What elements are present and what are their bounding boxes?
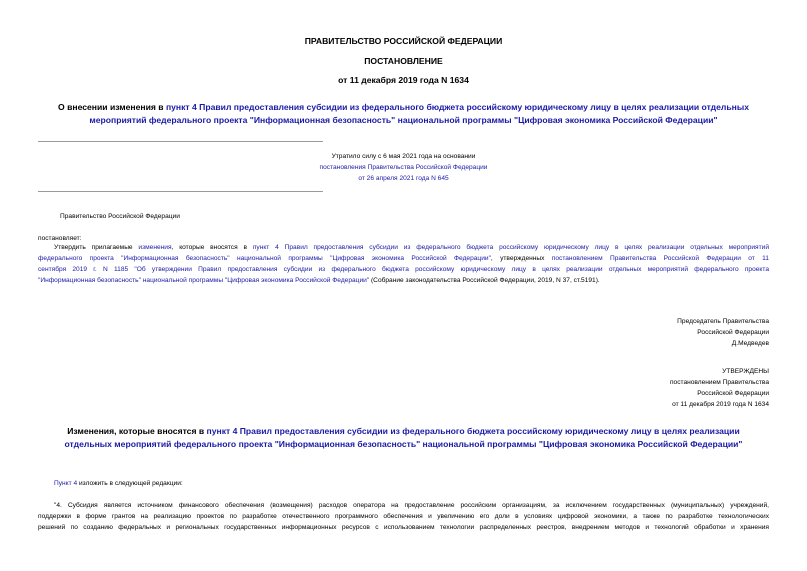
resolution-paragraph	[38, 242, 769, 286]
text-collection: (Собрание законодательства Российской Федерации, 2019, N 37, ст.5191).	[369, 277, 600, 284]
document-title	[0, 101, 807, 126]
document-type: ПОСТАНОВЛЕНИЕ	[364, 56, 443, 66]
body-government: Правительство Российской Федерации	[60, 213, 180, 220]
status-note-line1: Утратило силу с 6 мая 2021 года на основании	[331, 153, 476, 160]
approved-line1: постановлением Правительства	[669, 379, 769, 386]
divider-top	[38, 141, 323, 142]
government-heading: ПРАВИТЕЛЬСТВО РОССИЙСКОЙ ФЕДЕРАЦИИ	[304, 36, 503, 46]
link-program[interactable]: "Информационная безопасность" национальной программы "Цифровая экономика Российской Федерации"	[38, 277, 370, 284]
status-note-link-decree[interactable]: постановления Правительства Российской Федерации	[319, 164, 488, 171]
approved-line3: от 11 декабря 2019 года N 1634	[672, 401, 769, 408]
link-rules-point4[interactable]: пункт 4 Правил предоставления субсидии из федерального бюджета российскому юридическому лицу в целях реализации отдельных мероприятий	[252, 244, 770, 251]
signature-position: Председатель Правительства	[677, 318, 769, 325]
text-approved-by: , утвержденных	[490, 255, 552, 262]
paragraph-line-4	[38, 275, 769, 286]
document-date-number: от 11 декабря 2019 года N 1634	[338, 75, 469, 85]
changes-title-prefix: Изменения, которые вносятся в	[67, 426, 207, 436]
changes-title	[0, 425, 807, 450]
status-note	[0, 151, 807, 184]
changes-title-link[interactable]: пункт 4 Правил предоставления субсидии из федерального бюджета российскому юридическому лицу в целях реализации	[206, 426, 740, 436]
link-point4[interactable]: Пункт 4	[54, 480, 78, 487]
link-federal-project[interactable]: федерального проекта "Информационная безопасность" национальной программы "Цифровая экономика Российской Федерации"	[38, 255, 491, 262]
signature-organization: Российской Федерации	[697, 329, 769, 336]
status-note-link-date[interactable]: от 26 апреля 2021 года N 645	[358, 175, 449, 182]
signature-name: Д.Медведев	[731, 340, 769, 347]
point4-line-3: решений по созданию федеральных и региональных государственных информационных ресурсов с использованием технологии распределенных реестров, внедрением методов и технологий обработки и хранения	[38, 524, 769, 531]
link-decree-1185[interactable]: постановлением Правительства Российской Федерации от 11	[551, 255, 769, 262]
link-changes[interactable]: изменения	[138, 244, 172, 251]
point4-line-2: поддержки в форме грантов на реализацию проектов по разработке отечественного программного обеспечения и увеличению его доли в условиях цифровой экономики, а также по разработке технологических	[38, 513, 769, 520]
approved-line2: Российской Федерации	[697, 390, 769, 397]
changes-title-link-line2[interactable]: отдельных мероприятий федерального проекта "Информационная безопасность" национальной программы "Цифровая экономика Российской Федерации"	[64, 438, 743, 449]
paragraph-line-2	[38, 253, 769, 264]
divider-bottom	[38, 191, 323, 192]
approved-block	[670, 366, 769, 410]
title-link-rules[interactable]: пункт 4 Правил предоставления субсидии из федерального бюджета российскому юридическому лицу в целях реализации отдельных	[165, 102, 749, 112]
link-decree-1185-cont[interactable]: сентября 2019 г. N 1185 "Об утверждении Правил предоставления субсидии из федерального бюджета российскому юридическому лицу в целях реализации отдельных мероприятий федерального проекта	[38, 266, 769, 273]
signature-block	[677, 316, 769, 349]
changes-intro	[54, 478, 183, 489]
point4-paragraph	[38, 500, 769, 533]
title-prefix: О внесении изменения в	[58, 102, 166, 112]
text-which: , которые вносятся в	[171, 244, 253, 251]
text-approve: Утвердить прилагаемые	[54, 244, 139, 251]
point4-line-1: "4. Субсидия является источником финансового обеспечения (возмещения) расходов оператора на предоставление российским организациям, за исключением государственных (муниципальных) учреждений,	[54, 502, 769, 509]
title-link-line2[interactable]: мероприятий федерального проекта "Информационная безопасность" национальной программы "Цифровая экономика Российской Федерации"	[89, 114, 718, 125]
paragraph-line-3	[38, 264, 769, 275]
approved-label: УТВЕРЖДЕНЫ	[722, 368, 769, 375]
changes-intro-text: изложить в следующей редакции:	[77, 480, 183, 487]
paragraph-line-1	[38, 242, 769, 253]
body-decrees: постановляет:	[38, 235, 82, 242]
